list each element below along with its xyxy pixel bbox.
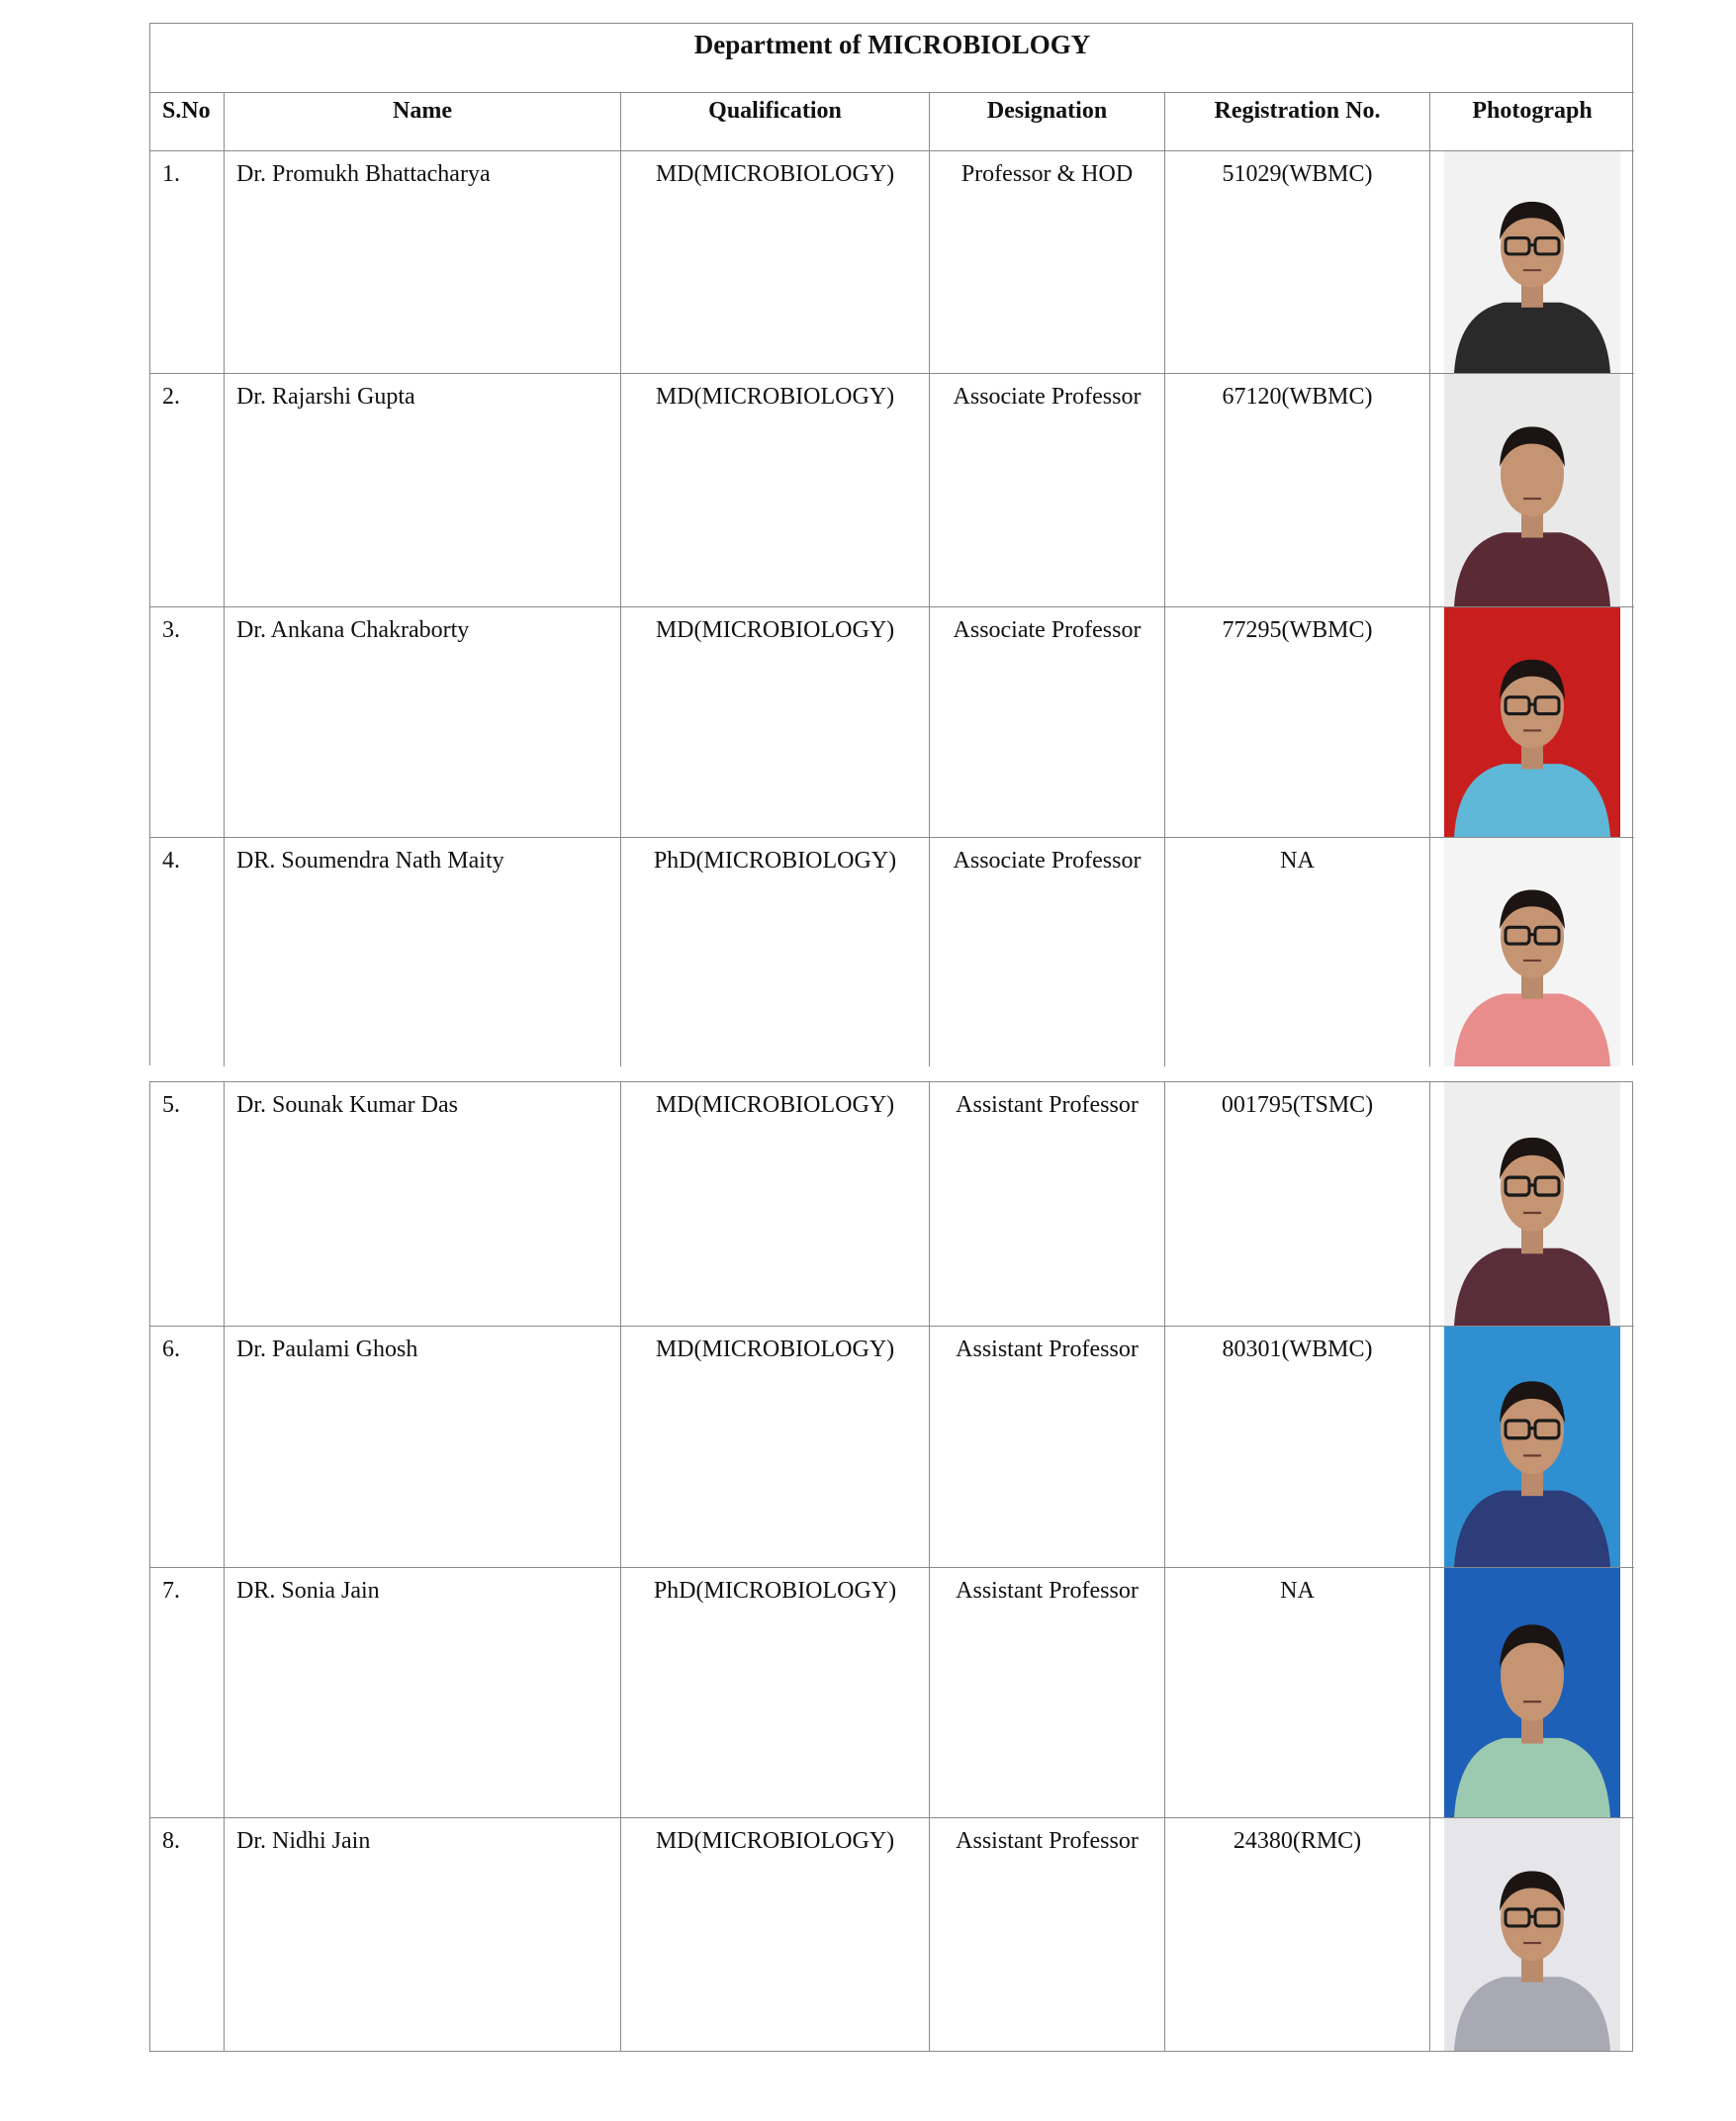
qualification-cell: MD(MICROBIOLOGY) [620, 374, 929, 606]
registration-cell: NA [1164, 838, 1429, 1066]
table-row [150, 1082, 1634, 1326]
photograph-cell [1429, 1082, 1634, 1326]
registration-cell: 51029(WBMC) [1164, 151, 1429, 373]
sno-cell: 8. [162, 1828, 180, 1854]
registration-cell: 24380(RMC) [1164, 1818, 1429, 2051]
photograph-cell [1429, 151, 1634, 373]
name-cell: DR. Sonia Jain [224, 1568, 620, 1817]
table-row [150, 606, 1634, 837]
sno-cell: 7. [162, 1578, 180, 1604]
table-row [150, 373, 1634, 606]
staff-photo [1444, 1327, 1620, 1567]
sno-cell: 5. [162, 1092, 180, 1118]
designation-cell: Professor & HOD [929, 151, 1164, 373]
portrait-image [1444, 1082, 1620, 1326]
name-cell: Dr. Rajarshi Gupta [224, 374, 620, 606]
designation-cell: Assistant Professor [929, 1082, 1164, 1326]
portrait-image [1444, 838, 1620, 1066]
staff-photo [1444, 1568, 1620, 1817]
portrait-image [1444, 1327, 1620, 1567]
registration-cell: 80301(WBMC) [1164, 1327, 1429, 1567]
header-sno: S.No [162, 98, 211, 124]
sno-cell: 4. [162, 848, 180, 874]
sno-cell: 2. [162, 384, 180, 410]
staff-photo [1444, 607, 1620, 837]
registration-cell: 67120(WBMC) [1164, 374, 1429, 606]
sno-cell: 3. [162, 617, 180, 643]
portrait-image [1444, 151, 1620, 373]
photograph-cell [1429, 1327, 1634, 1567]
table-header-row [150, 93, 1634, 150]
qualification-cell: MD(MICROBIOLOGY) [620, 1818, 929, 2051]
name-cell: Dr. Ankana Chakraborty [224, 607, 620, 837]
sno-cell: 6. [162, 1337, 180, 1362]
designation-cell: Associate Professor [929, 607, 1164, 837]
table-section-1 [149, 23, 1633, 1065]
portrait-image [1444, 374, 1620, 606]
sno-cell: 1. [162, 161, 180, 187]
portrait-image [1444, 607, 1620, 837]
qualification-cell: PhD(MICROBIOLOGY) [620, 838, 929, 1066]
table-row [150, 1326, 1634, 1567]
qualification-cell: MD(MICROBIOLOGY) [620, 1082, 929, 1326]
table-row [150, 150, 1634, 373]
name-cell: DR. Soumendra Nath Maity [224, 838, 620, 1066]
name-cell: Dr. Promukh Bhattacharya [224, 151, 620, 373]
header-photograph: Photograph [1429, 93, 1634, 150]
staff-photo [1444, 838, 1620, 1066]
name-cell: Dr. Paulami Ghosh [224, 1327, 620, 1567]
photograph-cell [1429, 607, 1634, 837]
name-cell: Dr. Nidhi Jain [224, 1818, 620, 2051]
photograph-cell [1429, 374, 1634, 606]
page-title: Department of MICROBIOLOGY [150, 24, 1634, 93]
portrait-image [1444, 1568, 1620, 1817]
table-row [150, 1567, 1634, 1817]
qualification-cell: MD(MICROBIOLOGY) [620, 607, 929, 837]
staff-photo [1444, 1818, 1620, 2051]
table-row [150, 837, 1634, 1066]
qualification-cell: MD(MICROBIOLOGY) [620, 151, 929, 373]
qualification-cell: MD(MICROBIOLOGY) [620, 1327, 929, 1567]
designation-cell: Assistant Professor [929, 1818, 1164, 2051]
designation-cell: Assistant Professor [929, 1568, 1164, 1817]
name-cell: Dr. Sounak Kumar Das [224, 1082, 620, 1326]
photograph-cell [1429, 1568, 1634, 1817]
staff-photo [1444, 151, 1620, 373]
designation-cell: Associate Professor [929, 374, 1164, 606]
table-row [150, 1817, 1634, 2051]
staff-photo [1444, 374, 1620, 606]
designation-cell: Assistant Professor [929, 1327, 1164, 1567]
header-registration: Registration No. [1164, 93, 1429, 150]
portrait-image [1444, 1818, 1620, 2051]
qualification-cell: PhD(MICROBIOLOGY) [620, 1568, 929, 1817]
registration-cell: 77295(WBMC) [1164, 607, 1429, 837]
header-name: Name [224, 93, 620, 150]
staff-photo [1444, 1082, 1620, 1326]
photograph-cell [1429, 1818, 1634, 2051]
registration-cell: 001795(TSMC) [1164, 1082, 1429, 1326]
designation-cell: Associate Professor [929, 838, 1164, 1066]
photograph-cell [1429, 838, 1634, 1066]
registration-cell: NA [1164, 1568, 1429, 1817]
header-designation: Designation [929, 93, 1164, 150]
table-section-2 [149, 1081, 1633, 2052]
header-qualification: Qualification [620, 93, 929, 150]
